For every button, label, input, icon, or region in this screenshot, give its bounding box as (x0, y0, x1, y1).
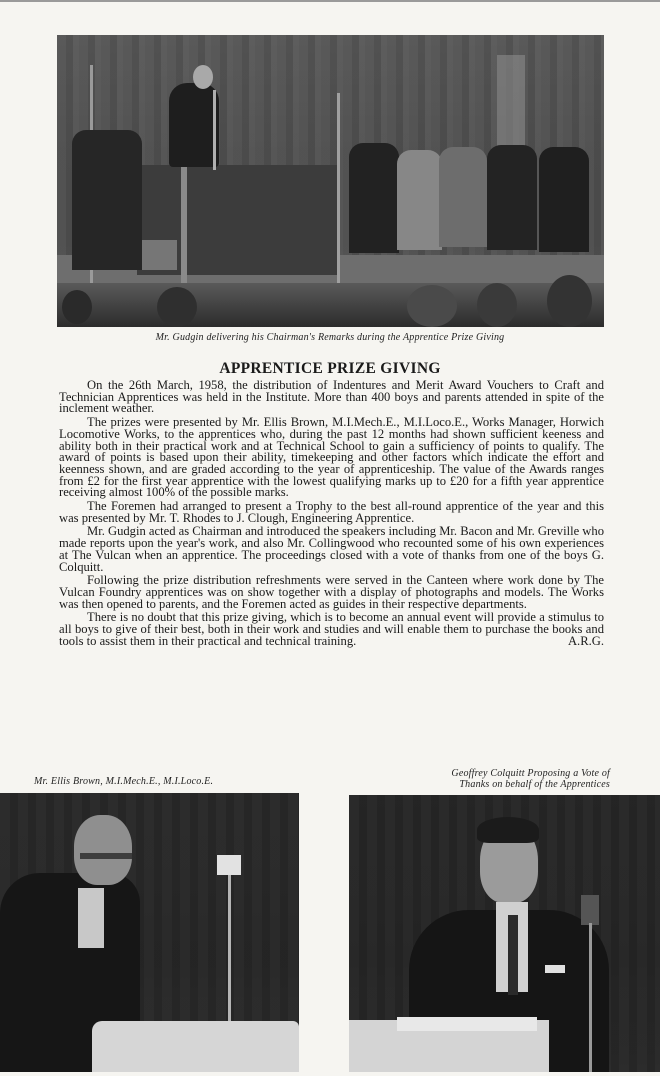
right-caption-line-1: Geoffrey Colquitt Proposing a Vote of (451, 768, 610, 779)
photo-ellis-brown (0, 793, 299, 1072)
paragraph: The Foremen had arranged to present a Trophy to the best all-round apprentice of the year and this was presented by Mr. T. Rhodes to J. Clough, Engineering Apprentice. (59, 499, 604, 525)
left-photo-caption: Mr. Ellis Brown, M.I.Mech.E., M.I.Loco.E. (34, 776, 214, 787)
paragraph-text: There is no doubt that this prize giving, which is to become an annual event will provide a stimulus to all boys to give of their best, both in their work and studies and will enable them to purchase the books and tools to assist them in their practical and technical training. (59, 610, 604, 648)
right-caption-line-2: Thanks on behalf of the Apprentices (459, 779, 610, 790)
paragraph: Mr. Gudgin acted as Chairman and introduced the speakers including Mr. Bacon and Mr. Greville who made reports upon the year's work, and also Mr. Collingwood who recounted some of his own experiences at The Vulcan when an apprentice. The proceedings closed with a vote of thanks from one of the boys G. Colquitt. (59, 524, 604, 574)
paragraph: On the 26th March, 1958, the distribution of Indentures and Merit Award Vouchers to Craft and Technician Apprentices was held in the Institute. More than 400 boys and parents attended in spite of the inclement weather. (59, 378, 604, 416)
photo-geoffrey-colquitt (349, 795, 660, 1072)
photo-stage-prize-giving (57, 35, 604, 327)
paragraph: The prizes were presented by Mr. Ellis Brown, M.I.Mech.E., M.I.Loco.E., Works Manager, Horwich Locomotive Works, to the apprentices who, during the past 12 months had shown sufficient keeness and ability both in their practical work and at Technical School to gain a sufficiency of points to qualify. The award of points is based upon their ability, timekeeping and other factors which indicate the effort and keenness shown, and are graded according to the year of apprenticeship. The value of the Awards ranges from £2 for the first year apprentice with the lowest qualifying marks up to £20 for a fifth year apprentice receiving almost 100% of the possible marks. (59, 415, 604, 500)
article-body (59, 380, 604, 649)
paragraph-last (59, 612, 604, 647)
top-photo-caption: Mr. Gudgin delivering his Chairman's Remarks during the Apprentice Prize Giving (155, 332, 505, 343)
paragraph: Following the prize distribution refreshments were served in the Canteen where work done by The Vulcan Foundry apprentices was on show together with a display of photographs and models. The Works was then opened to parents, and the Foremen acted as guides in their respective departments. (59, 573, 604, 611)
page-top-rule (0, 0, 660, 2)
article-title: APPRENTICE PRIZE GIVING (219, 360, 441, 377)
author-signature: A.R.G. (567, 633, 604, 648)
right-photo-caption (380, 768, 610, 790)
